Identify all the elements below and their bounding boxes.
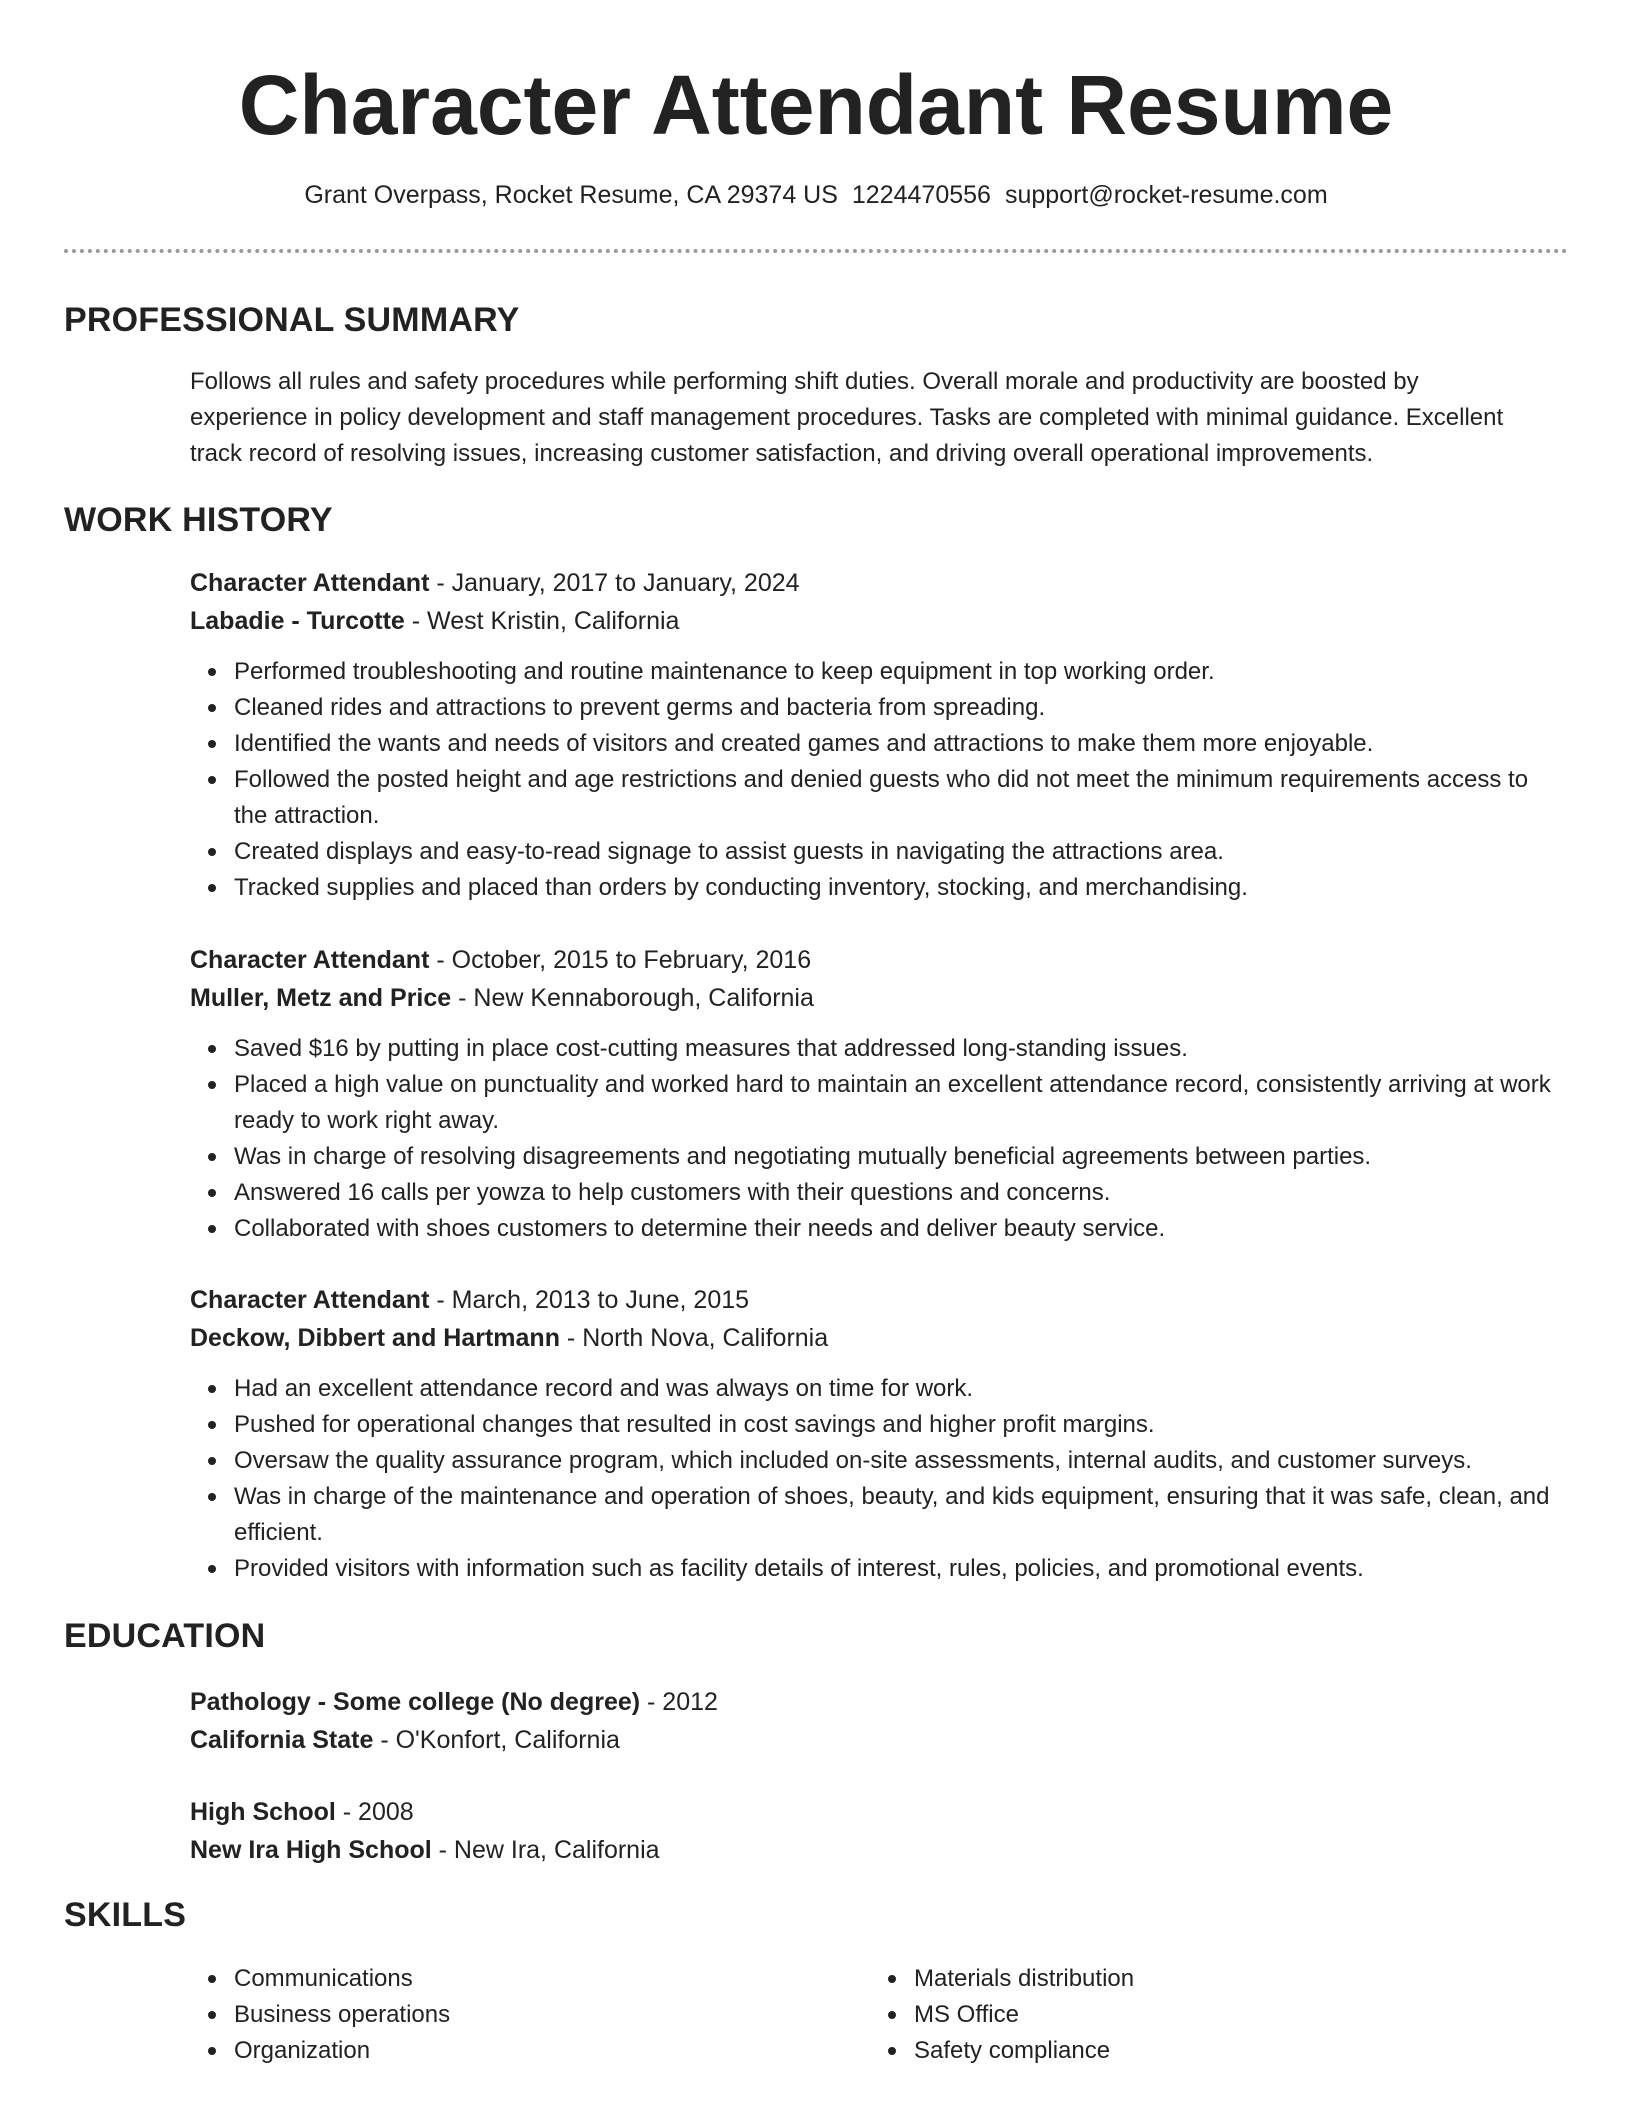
education-entry bbox=[190, 1793, 1568, 1869]
contact-email: support@rocket-resume.com bbox=[1004, 181, 1328, 209]
skills-list bbox=[190, 1961, 1568, 2069]
job-entry bbox=[190, 941, 1568, 1247]
job-duty: Was in charge of resolving disagreements and negotiating mutually beneficial agreements between parties. bbox=[234, 1139, 1568, 1175]
job-duty: Pushed for operational changes that resulted in cost savings and higher profit margins. bbox=[234, 1407, 1568, 1443]
skill-item: Safety compliance bbox=[914, 2033, 1550, 2069]
job-title-line bbox=[190, 1281, 1568, 1319]
education-school-line bbox=[190, 1721, 1568, 1759]
job-title: Character Attendant bbox=[190, 946, 430, 974]
skills-column-left bbox=[190, 1961, 870, 2069]
skill-item: Organization bbox=[234, 2033, 870, 2069]
header-divider bbox=[64, 249, 1568, 253]
job-company: Muller, Metz and Price bbox=[190, 984, 452, 1012]
summary-line: track record of resolving issues, increasing customer satisfaction, and driving overall operational improvements. bbox=[190, 440, 1374, 467]
job-location: - New Kennaborough, California bbox=[451, 984, 814, 1012]
summary-line: experience in policy development and staff management procedures. Tasks are completed with minimal guidance. Excellent bbox=[190, 404, 1504, 431]
job-title: Character Attendant bbox=[190, 1286, 430, 1314]
education-heading: EDUCATION bbox=[64, 1617, 266, 1655]
education-degree: Pathology - Some college (No degree) bbox=[190, 1688, 641, 1716]
job-duty: Identified the wants and needs of visitors and created games and attractions to make them more enjoyable. bbox=[234, 726, 1568, 762]
job-dates: - October, 2015 to February, 2016 bbox=[429, 946, 812, 974]
education-degree-line bbox=[190, 1683, 1568, 1721]
job-duty: Followed the posted height and age restrictions and denied guests who did not meet the minimum requirements access to the attraction. bbox=[234, 762, 1568, 834]
job-entry bbox=[190, 564, 1568, 906]
job-title: Character Attendant bbox=[190, 569, 430, 597]
job-duty: Provided visitors with information such as facility details of interest, rules, policies, and promotional events. bbox=[234, 1551, 1568, 1587]
job-title-line bbox=[190, 564, 1568, 602]
skills-heading: SKILLS bbox=[64, 1896, 187, 1934]
resume-header bbox=[0, 55, 1632, 155]
job-duty: Placed a high value on punctuality and worked hard to maintain an excellent attendance record, consistently arriving at work ready to work right away. bbox=[234, 1067, 1568, 1139]
job-duty: Was in charge of the maintenance and operation of shoes, beauty, and kids equipment, ensuring that it was safe, clean, and efficient. bbox=[234, 1479, 1568, 1551]
job-company-line bbox=[190, 602, 1568, 640]
job-location: - North Nova, California bbox=[559, 1324, 829, 1352]
education-location: - New Ira, California bbox=[431, 1836, 660, 1864]
contact-address: Grant Overpass, Rocket Resume, CA 29374 US bbox=[304, 181, 838, 209]
job-duty: Had an excellent attendance record and was always on time for work. bbox=[234, 1371, 1568, 1407]
job-company: Deckow, Dibbert and Hartmann bbox=[190, 1324, 560, 1352]
skills-column-right bbox=[870, 1961, 1550, 2069]
job-duty: Performed troubleshooting and routine maintenance to keep equipment in top working order. bbox=[234, 654, 1568, 690]
job-duties bbox=[190, 1031, 1568, 1247]
job-dates: - March, 2013 to June, 2015 bbox=[429, 1286, 750, 1314]
job-duty: Oversaw the quality assurance program, which included on-site assessments, internal audits, and customer surveys. bbox=[234, 1443, 1568, 1479]
job-duty: Created displays and easy-to-read signage to assist guests in navigating the attractions area. bbox=[234, 834, 1568, 870]
education-degree-line bbox=[190, 1793, 1568, 1831]
page-title: Character Attendant Resume bbox=[238, 58, 1394, 152]
job-duty: Collaborated with shoes customers to determine their needs and deliver beauty service. bbox=[234, 1211, 1568, 1247]
job-company-line bbox=[190, 979, 1568, 1017]
work-history-heading: WORK HISTORY bbox=[64, 501, 333, 539]
contact-phone: 1224470556 bbox=[851, 181, 991, 209]
job-duty: Answered 16 calls per yowza to help customers with their questions and concerns. bbox=[234, 1175, 1568, 1211]
education-school: New Ira High School bbox=[190, 1836, 432, 1864]
summary-line: Follows all rules and safety procedures while performing shift duties. Overall morale and productivity are boosted by bbox=[190, 368, 1419, 395]
contact-info bbox=[0, 178, 1632, 212]
education-location: - O'Konfort, California bbox=[373, 1726, 620, 1754]
skill-item: Communications bbox=[234, 1961, 870, 1997]
job-dates: - January, 2017 to January, 2024 bbox=[429, 569, 800, 597]
education-year: - 2012 bbox=[640, 1688, 718, 1716]
education-entry bbox=[190, 1683, 1568, 1759]
job-location: - West Kristin, California bbox=[404, 607, 680, 635]
job-company-line bbox=[190, 1319, 1568, 1357]
education-school: California State bbox=[190, 1726, 374, 1754]
job-duty: Tracked supplies and placed than orders by conducting inventory, stocking, and merchandising. bbox=[234, 870, 1568, 906]
education-degree: High School bbox=[190, 1798, 336, 1826]
education-school-line bbox=[190, 1831, 1568, 1869]
job-duty: Cleaned rides and attractions to prevent germs and bacteria from spreading. bbox=[234, 690, 1568, 726]
skill-item: MS Office bbox=[914, 1997, 1550, 2033]
job-duties bbox=[190, 654, 1568, 906]
summary-heading: PROFESSIONAL SUMMARY bbox=[64, 301, 520, 339]
job-duty: Saved $16 by putting in place cost-cutting measures that addressed long-standing issues. bbox=[234, 1031, 1568, 1067]
job-company: Labadie - Turcotte bbox=[190, 607, 405, 635]
job-entry bbox=[190, 1281, 1568, 1587]
job-title-line bbox=[190, 941, 1568, 979]
education-year: - 2008 bbox=[335, 1798, 414, 1826]
job-duties bbox=[190, 1371, 1568, 1587]
skill-item: Materials distribution bbox=[914, 1961, 1550, 1997]
summary-text bbox=[190, 364, 1568, 472]
skill-item: Business operations bbox=[234, 1997, 870, 2033]
